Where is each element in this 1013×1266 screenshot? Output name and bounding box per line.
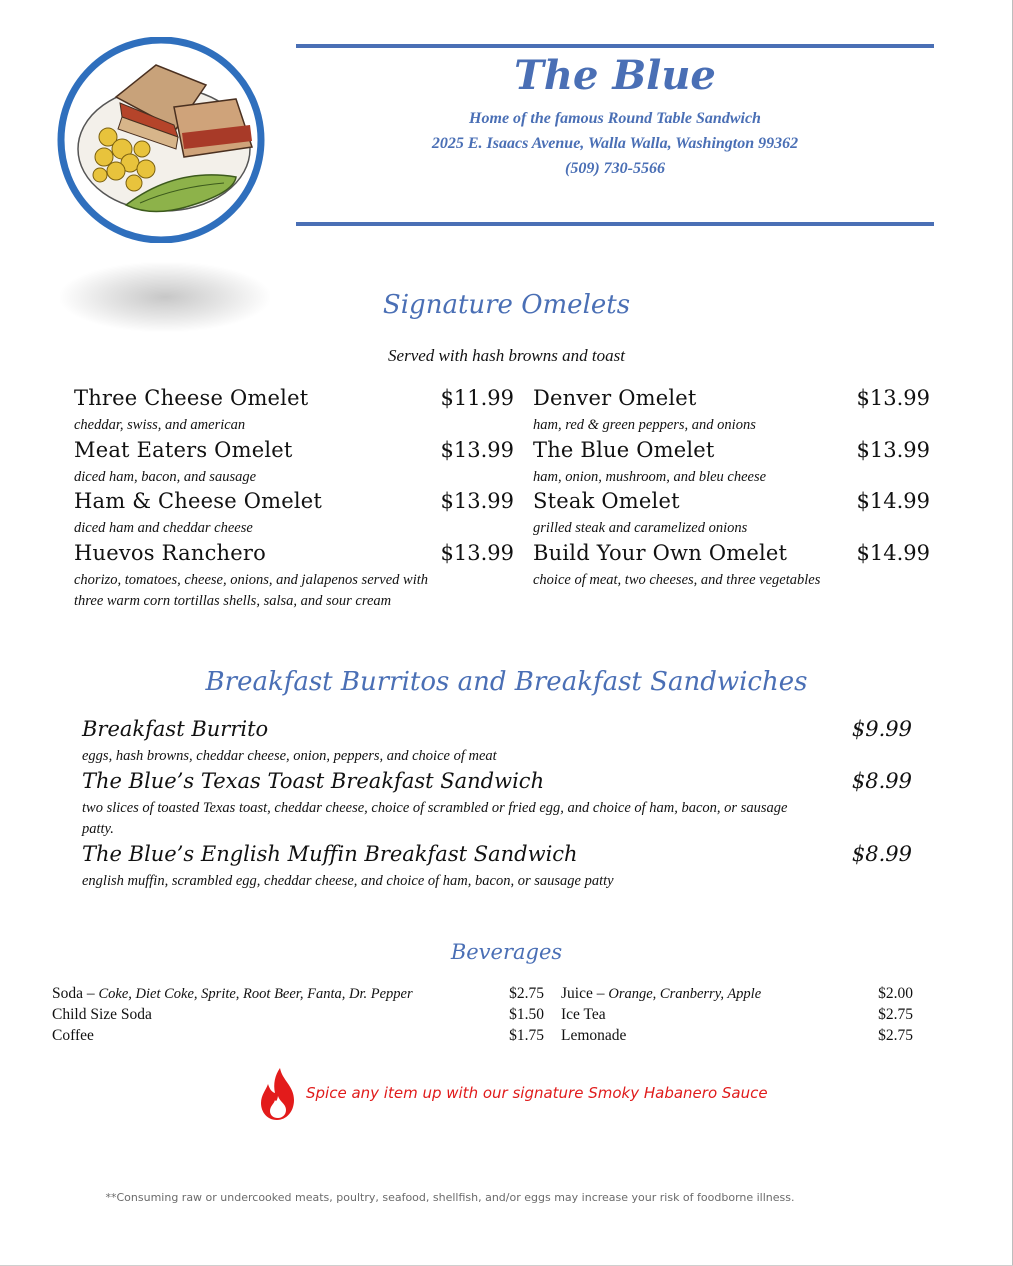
phone-number: (509) 730-5566 xyxy=(565,160,665,177)
beverage-name: Ice Tea xyxy=(561,1006,606,1023)
sandwich-plate-logo-icon xyxy=(56,37,266,243)
spice-note: Spice any item up with our signature Smoky Habanero Sauce xyxy=(306,1084,768,1102)
omelet-price: $11.99 xyxy=(440,386,514,410)
address: 2025 E. Isaacs Avenue, Walla Walla, Washington 99362 xyxy=(431,135,799,152)
food-safety-disclaimer: **Consuming raw or undercooked meats, poultry, seafood, shellfish, and/or eggs may increase your risk of foodborne illness. xyxy=(105,1191,795,1204)
omelets-subtitle: Served with hash browns and toast xyxy=(388,346,625,365)
beverage-detail: Orange, Cranberry, Apple xyxy=(608,986,762,1002)
section-title-breakfast: Breakfast Burritos and Breakfast Sandwiches xyxy=(205,667,808,697)
beverage-price: $2.75 xyxy=(878,1027,913,1044)
breakfast-desc: eggs, hash browns, cheddar cheese, onion, peppers, and choice of meat xyxy=(82,748,497,764)
breakfast-price: $8.99 xyxy=(851,769,912,793)
beverage-item xyxy=(561,1027,626,1045)
beverage-name: Coffee xyxy=(52,1027,94,1044)
beverage-item xyxy=(561,985,761,1003)
omelet-desc: diced ham and cheddar cheese xyxy=(74,520,253,536)
breakfast-desc: two slices of toasted Texas toast, cheddar cheese, choice of scrambled or fried egg, and choice of ham, bacon, or sausage patty. xyxy=(82,800,788,837)
omelet-name: Ham & Cheese Omelet xyxy=(74,489,323,513)
tagline: Home of the famous Round Table Sandwich xyxy=(469,110,761,127)
beverage-name: Soda xyxy=(52,985,83,1002)
beverage-price: $2.00 xyxy=(878,985,913,1002)
beverage-price: $1.50 xyxy=(509,1006,544,1023)
section-title-omelets: Signature Omelets xyxy=(382,290,631,320)
beverage-detail: Coke, Diet Coke, Sprite, Root Beer, Fanta, Dr. Pepper xyxy=(98,986,413,1002)
flame-icon xyxy=(258,1066,298,1122)
breakfast-name: Breakfast Burrito xyxy=(82,717,269,741)
omelet-price: $13.99 xyxy=(440,438,514,462)
beverage-item xyxy=(561,1006,606,1024)
omelet-name: Huevos Ranchero xyxy=(74,541,266,565)
breakfast-price: $8.99 xyxy=(851,842,912,866)
beverage-price: $2.75 xyxy=(509,985,544,1002)
beverage-name: Lemonade xyxy=(561,1027,627,1044)
omelet-name: Build Your Own Omelet xyxy=(533,541,788,565)
omelet-name: The Blue Omelet xyxy=(533,438,715,462)
section-title-beverages: Beverages xyxy=(450,940,563,964)
omelet-desc: diced ham, bacon, and sausage xyxy=(74,469,257,485)
omelet-price: $13.99 xyxy=(440,541,514,565)
omelet-desc: ham, onion, mushroom, and bleu cheese xyxy=(533,469,767,485)
omelet-price: $14.99 xyxy=(856,541,930,565)
omelet-desc: choice of meat, two cheeses, and three vegetables xyxy=(533,572,821,588)
beverage-separator: – xyxy=(592,985,609,1002)
breakfast-name: The Blue’s English Muffin Breakfast Sandwich xyxy=(82,842,578,866)
header-rule-bottom xyxy=(296,222,934,226)
omelet-desc: grilled steak and caramelized onions xyxy=(533,520,748,536)
breakfast-desc: english muffin, scrambled egg, cheddar cheese, and choice of ham, bacon, or sausage patty xyxy=(82,873,614,889)
beverage-item xyxy=(52,1027,94,1045)
breakfast-price: $9.99 xyxy=(851,717,912,741)
omelet-desc: chorizo, tomatoes, cheese, onions, and jalapenos served with three warm corn tortillas shells, salsa, and sour cream xyxy=(74,572,428,609)
omelet-name: Meat Eaters Omelet xyxy=(74,438,293,462)
beverage-name: Child Size Soda xyxy=(52,1006,152,1023)
omelet-name: Three Cheese Omelet xyxy=(74,386,309,410)
beverage-separator: – xyxy=(83,985,99,1002)
beverage-price: $1.75 xyxy=(509,1027,544,1044)
omelet-desc: ham, red & green peppers, and onions xyxy=(533,417,756,433)
breakfast-name: The Blue’s Texas Toast Breakfast Sandwich xyxy=(82,769,545,793)
beverage-item xyxy=(52,985,413,1003)
omelet-name: Denver Omelet xyxy=(533,386,697,410)
omelet-price: $13.99 xyxy=(440,489,514,513)
omelet-price: $13.99 xyxy=(856,438,930,462)
header-rule-top xyxy=(296,44,934,48)
restaurant-name: The Blue xyxy=(514,52,716,99)
beverage-item xyxy=(52,1006,152,1024)
omelet-price: $14.99 xyxy=(856,489,930,513)
beverage-price: $2.75 xyxy=(878,1006,913,1023)
omelet-desc: cheddar, swiss, and american xyxy=(74,417,246,433)
beverage-name: Juice xyxy=(561,985,593,1002)
omelet-price: $13.99 xyxy=(856,386,930,410)
omelet-name: Steak Omelet xyxy=(533,489,680,513)
